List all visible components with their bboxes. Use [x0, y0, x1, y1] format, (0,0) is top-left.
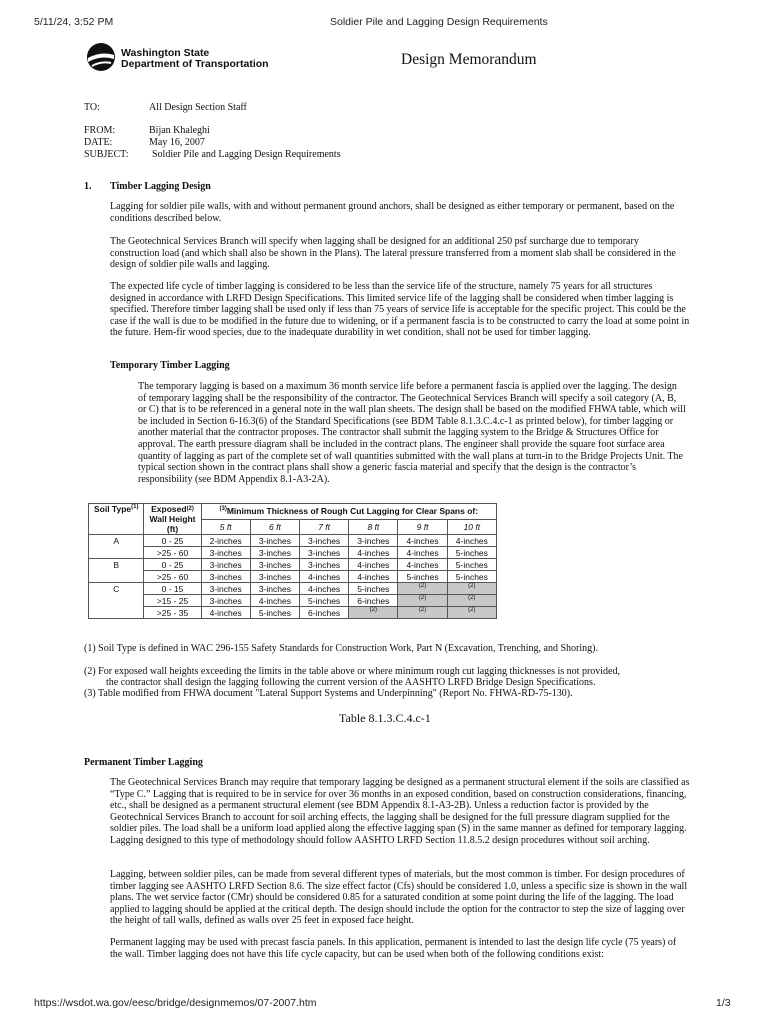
permanent-paragraph-1: The Geotechnical Services Branch may require that temporary lagging be designed as a permanent structural element if the soils are classified as “Type C.” Lagging that is required to be in service for over 36 months in an exposed condition, based on construction considerations, financing, etc., shall be designed as a permanent structural element (see BDM Appendix 8.1-A3-2B). Unless a reduction factor is provided by the Geotechnical Services Branch to account for soil arching effects, the lagging shall be designed for the full pressure diagram supplied for the soldier piles. The load shall be a uniform load applied along the effective lagging span (S) in the same manner as defined for temporary lagging. Lagging designed to this type of methodology should follow AASHTO LRFD Section 11.8.5.2 design procedures without soil arching.	[110, 777, 690, 846]
thickness-cell: 3-inches	[250, 571, 299, 583]
table-row	[89, 535, 497, 547]
table-row	[89, 583, 497, 595]
thickness-cell: 4-inches	[300, 571, 349, 583]
thickness-cell-note: (2)	[398, 583, 447, 595]
table-row	[89, 571, 497, 583]
table-row	[89, 607, 497, 619]
thickness-cell: 4-inches	[398, 535, 447, 547]
thickness-cell: 4-inches	[300, 583, 349, 595]
thickness-cell: 3-inches	[201, 583, 250, 595]
from-value: Bijan Khaleghi	[149, 125, 210, 136]
lagging-table	[88, 503, 497, 619]
thickness-cell-note: (2)	[398, 607, 447, 619]
print-url[interactable]: https://wsdot.wa.gov/eesc/bridge/designmemos/07-2007.htm	[34, 997, 317, 1009]
thickness-cell: 4-inches	[349, 571, 398, 583]
thickness-cell-note: (2)	[447, 583, 496, 595]
temporary-heading: Temporary Timber Lagging	[110, 360, 230, 371]
section-heading: Timber Lagging Design	[110, 181, 211, 192]
table-row	[89, 547, 497, 559]
soil-cell: B	[89, 559, 144, 571]
height-cell: >25 - 60	[144, 571, 201, 583]
thickness-cell: 6-inches	[349, 595, 398, 607]
height-cell: >25 - 35	[144, 607, 201, 619]
soil-cell	[89, 607, 144, 619]
permanent-paragraph-2: Lagging, between soldier piles, can be made from several different types of materials, but the most common is timber. For design procedures of timber lagging see AASHTO LRFD Section 8.6. The size effect factor (Cfs) should be considered 1.0, unless a specific size is shown in the wall plans. The wet service factor (CMr) should be considered 0.85 for a saturated condition at some point during the life of the lagging. The load applied to lagging should be applied at the critical depth. The design should include the option for the contractor to step the size of lagging over the height of tall walls, defined as walls over 25 feet in exposed face height.	[110, 869, 688, 927]
header-wall-height: Exposed$^{(2)}$ Wall Height (ft)	[144, 504, 201, 535]
header-soil-type: Soil Type$^{(1)}$	[89, 504, 144, 535]
section-number: 1.	[84, 181, 92, 192]
section1-paragraph-1: Lagging for soldier pile walls, with and without permanent ground anchors, shall be designed as either temporary or permanent, based on the conditions described below.	[110, 201, 675, 224]
org-name	[121, 48, 269, 70]
thickness-cell: 3-inches	[201, 595, 250, 607]
section1-paragraph-3: The expected life cycle of timber lagging is considered to be less than the service life of the structure, namely 75 years for all structures designed in accordance with LRFD Design Specifications. This limited service life of the lagging shall be considered when timber lagging is specified. Therefore timber lagging shall be used only if less than 75 years of service life is acceptable for the specific project. This could be the case if the wall is due to be modified in the future due to widening, or if a permanent fascia is to be constructed to carry the load at some point in the future. Hem-fir wood species, due to the inadequate durability in wet condition, shall not be used for timber lagging.	[110, 281, 690, 339]
header-min-thickness: $^{(3)}$Minimum Thickness of Rough Cut Lagging for Clear Spans of:	[201, 504, 496, 520]
span-header: 10 ft	[447, 519, 496, 535]
date-value: May 16, 2007	[149, 137, 205, 148]
table-row	[89, 559, 497, 571]
thickness-cell: 3-inches	[250, 535, 299, 547]
thickness-cell: 3-inches	[250, 547, 299, 559]
print-datetime: 5/11/24, 3:52 PM	[34, 16, 114, 28]
thickness-cell-note: (2)	[398, 595, 447, 607]
thickness-cell: 5-inches	[447, 571, 496, 583]
soil-cell	[89, 571, 144, 583]
thickness-cell: 4-inches	[398, 559, 447, 571]
span-header: 5 ft	[201, 519, 250, 535]
org-name-line1: Washington State	[121, 47, 210, 59]
table-note-2: (2) For exposed wall heights exceeding the limits in the table above or where minimum rough cut lagging thicknesses is not provided,	[84, 666, 620, 677]
thickness-cell: 3-inches	[300, 547, 349, 559]
table-note-1: (1) Soil Type is defined in WAC 296-155 Safety Standards for Construction Work, Part N (Excavation, Trenching, and Shoring).	[84, 643, 598, 654]
thickness-cell: 5-inches	[300, 595, 349, 607]
subject-value: Soldier Pile and Lagging Design Requirements	[152, 149, 341, 160]
height-cell: 0 - 15	[144, 583, 201, 595]
permanent-heading: Permanent Timber Lagging	[84, 757, 203, 768]
span-header: 9 ft	[398, 519, 447, 535]
thickness-cell: 5-inches	[398, 571, 447, 583]
thickness-cell: 3-inches	[250, 559, 299, 571]
soil-cell: C	[89, 583, 144, 595]
thickness-cell: 3-inches	[201, 571, 250, 583]
thickness-cell: 3-inches	[300, 559, 349, 571]
memo-title: Design Memorandum	[401, 51, 537, 68]
soil-cell	[89, 595, 144, 607]
thickness-cell: 4-inches	[398, 547, 447, 559]
org-name-line2: Department of Transportation	[121, 58, 269, 70]
section1-paragraph-2: The Geotechnical Services Branch will specify when lagging shall be designed for an additional 250 psf surcharge due to temporary construction load (and which shall also be shown in the Plans). The lateral pressure transferred from a moment slab shall be considered in the design of soldier pile walls and lagging.	[110, 236, 676, 271]
date-label: DATE:	[84, 137, 113, 148]
thickness-cell: 4-inches	[250, 595, 299, 607]
thickness-cell-note: (2)	[447, 595, 496, 607]
to-label: TO:	[84, 102, 100, 113]
thickness-cell: 6-inches	[300, 607, 349, 619]
print-page-title: Soldier Pile and Lagging Design Requirements	[330, 16, 548, 28]
print-page-number: 1/3	[716, 997, 731, 1009]
thickness-cell: 4-inches	[447, 535, 496, 547]
span-header: 7 ft	[300, 519, 349, 535]
thickness-cell: 4-inches	[349, 547, 398, 559]
table-note-3: (3) Table modified from FHWA document "Lateral Support Systems and Underpinning" (Report No. FHWA-RD-75-130).	[84, 688, 573, 699]
from-label: FROM:	[84, 125, 116, 136]
thickness-cell-note: (2)	[349, 607, 398, 619]
table-caption: Table 8.1.3.C.4.c-1	[339, 711, 431, 725]
permanent-paragraph-3: Permanent lagging may be used with precast fascia panels. In this application, permanent is intended to last the design life cycle (75 years) of the wall. Timber lagging does not have this life cycle capacity, but can be used when both of the following conditions exist:	[110, 937, 677, 960]
thickness-cell: 3-inches	[201, 559, 250, 571]
height-cell: 0 - 25	[144, 535, 201, 547]
table-note-2-continued: the contractor shall design the lagging following the current version of the AASHTO LRFD Bridge Design Specifications.	[106, 677, 596, 688]
temporary-paragraph: The temporary lagging is based on a maximum 36 month service life before a permanent fascia is applied over the lagging. The design of temporary lagging shall be the responsibility of the contractor. The Geotechnical Services Branch will specify a soil category (A, B, or C) that is to be referenced in a general note in the wall plan sheets. The design shall be based on the modified FHWA table, which will be included in Section 6-16.3(6) of the Standard Specifications (see BDM Table 8.1.3.C.4.c-1 as printed below), for timber lagging or another material that the contractor proposes. The contractor shall submit the lagging system to the Bridge & Structures Office for approval. The earth pressure diagram shall be included in the contract plans. The engineer shall provide the square foot surface area quantity of lagging as part of the complete set of wall quantities submitted with the wall plans at turn-in to the Bridge Projects Unit. The typical section shown in the contract plans shall show a generic fascia material and specify that the design is the contractor’s responsibility (see BDM Appendix 8.1-A3-2A).	[138, 381, 686, 485]
thickness-cell: 5-inches	[349, 583, 398, 595]
span-header: 6 ft	[250, 519, 299, 535]
subject-label: SUBJECT:	[84, 149, 129, 160]
thickness-cell: 3-inches	[349, 535, 398, 547]
thickness-cell: 3-inches	[300, 535, 349, 547]
thickness-cell: 4-inches	[349, 559, 398, 571]
thickness-cell: 2-inches	[201, 535, 250, 547]
soil-cell: A	[89, 535, 144, 547]
thickness-cell: 5-inches	[250, 607, 299, 619]
wsdot-logo-icon	[86, 42, 116, 72]
to-value: All Design Section Staff	[149, 102, 247, 113]
height-cell: >25 - 60	[144, 547, 201, 559]
table-row	[89, 595, 497, 607]
thickness-cell: 4-inches	[201, 607, 250, 619]
thickness-cell: 5-inches	[447, 547, 496, 559]
span-header: 8 ft	[349, 519, 398, 535]
thickness-cell: 3-inches	[201, 547, 250, 559]
wsdot-logo	[86, 42, 116, 77]
thickness-cell: 5-inches	[447, 559, 496, 571]
soil-cell	[89, 547, 144, 559]
thickness-cell: 3-inches	[250, 583, 299, 595]
height-cell: 0 - 25	[144, 559, 201, 571]
thickness-cell-note: (2)	[447, 607, 496, 619]
table-header-row	[89, 504, 497, 520]
height-cell: >15 - 25	[144, 595, 201, 607]
